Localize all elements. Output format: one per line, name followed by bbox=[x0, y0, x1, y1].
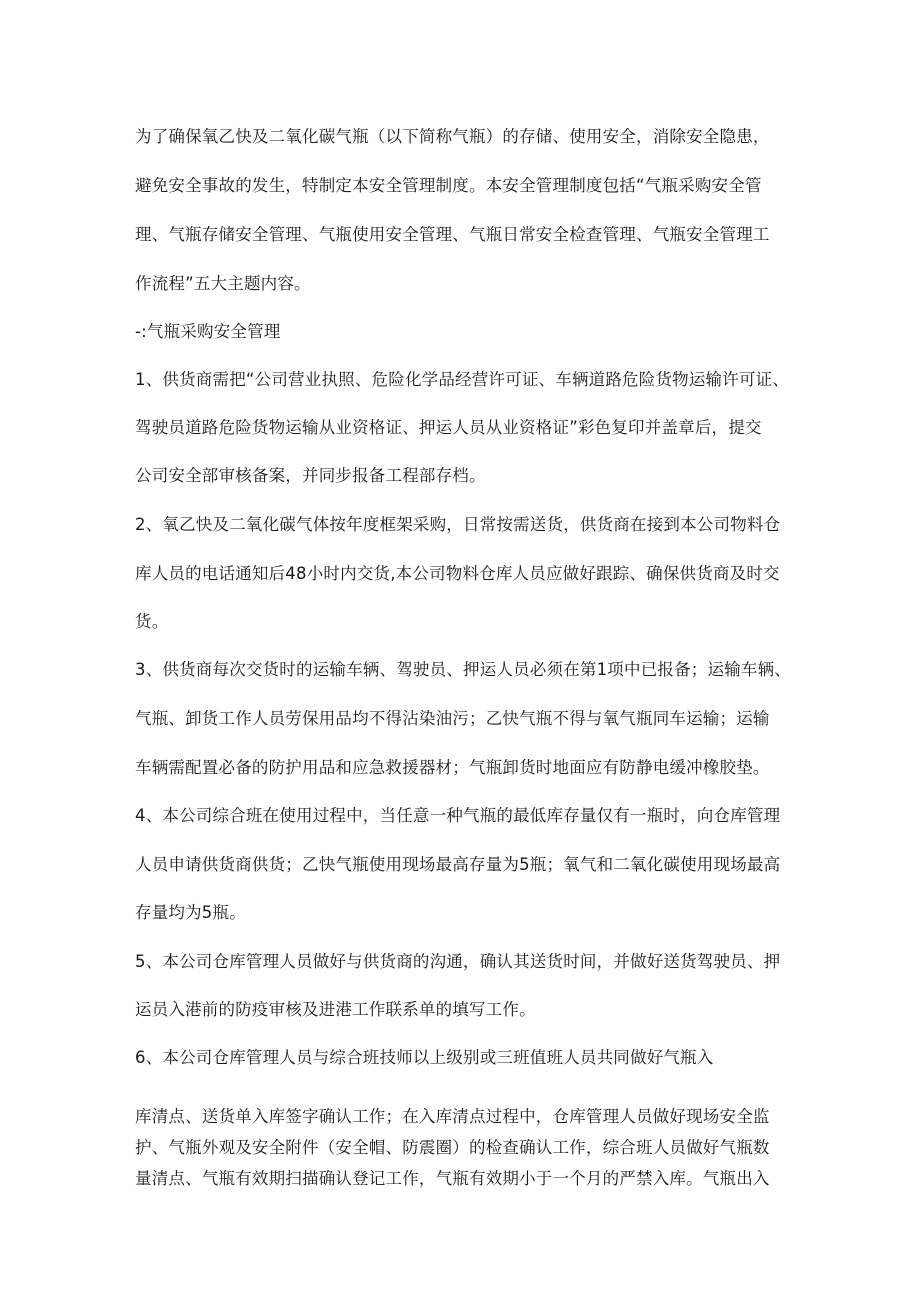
item-2-line: 库人员的电话通知后48小时内交货,本公司物料仓库人员应做好跟踪、确保供货商及时交 bbox=[135, 564, 780, 583]
item-1-line: 驾驶员道路危险货物运输从业资格证、押运人员从业资格证”彩色复印并盖章后，提交 bbox=[135, 418, 762, 437]
item-2-line: 2、氧乙快及二氧化碳气体按年度框架采购，日常按需送货，供货商在接到本公司物料仓 bbox=[135, 515, 781, 534]
intro-line: 作流程”五大主题内容。 bbox=[135, 274, 311, 293]
item-6-line: 量清点、气瓶有效期扫描确认登记工作，气瓶有效期小于一个月的严禁入库。气瓶出入 bbox=[135, 1169, 770, 1188]
item-2-line: 货。 bbox=[135, 612, 169, 631]
item-5-line: 运员入港前的防疫审核及进港工作联系单的填写工作。 bbox=[135, 1000, 536, 1019]
intro-line: 避免安全事故的发生，特制定本安全管理制度。本安全管理制度包括“气瓶采购安全管 bbox=[135, 176, 762, 195]
item-1-line: 公司安全部审核备案，并同步报备工程部存档。 bbox=[135, 466, 486, 485]
item-3-line: 气瓶、卸货工作人员劳保用品均不得沾染油污；乙快气瓶不得与氧气瓶同车运输；运输 bbox=[135, 709, 770, 728]
intro-line: 为了确保氧乙快及二氧化碳气瓶（以下简称气瓶）的存储、使用安全，消除安全隐患， bbox=[135, 127, 770, 146]
item-1-line: 1、供货商需把“公司营业执照、危险化学品经营许可证、车辆道路危险货物运输许可证、 bbox=[135, 370, 790, 389]
item-6-line: 6、本公司仓库管理人员与综合班技师以上级别或三班值班人员共同做好气瓶入 bbox=[135, 1048, 714, 1067]
item-4-line: 人员申请供货商供货；乙快气瓶使用现场最高存量为5瓶；氧气和二氧化碳使用现场最高 bbox=[135, 855, 781, 874]
section-heading: -:气瓶采购安全管理 bbox=[135, 322, 281, 341]
item-3-line: 3、供货商每次交货时的运输车辆、驾驶员、押运人员必须在第1项中已报备；运输车辆、 bbox=[135, 660, 791, 679]
item-4-line: 存量均为5瓶。 bbox=[135, 903, 246, 922]
item-4-line: 4、本公司综合班在使用过程中，当任意一种气瓶的最低库存量仅有一瓶时，向仓库管理 bbox=[135, 806, 781, 825]
item-6-line: 库清点、送货单入库签字确认工作；在入库清点过程中，仓库管理人员做好现场安全监 bbox=[135, 1107, 770, 1126]
item-6-line: 护、气瓶外观及安全附件（安全帽、防震圈）的检查确认工作，综合班人员做好气瓶数 bbox=[135, 1138, 770, 1157]
item-5-line: 5、本公司仓库管理人员做好与供货商的沟通，确认其送货时间，并做好送货驾驶员、押 bbox=[135, 952, 781, 971]
intro-line: 理、气瓶存储安全管理、气瓶使用安全管理、气瓶日常安全检查管理、气瓶安全管理工 bbox=[135, 225, 770, 244]
item-3-line: 车辆需配置必备的防护用品和应急救援器材；气瓶卸货时地面应有防静电缓冲橡胶垫。 bbox=[135, 758, 770, 777]
